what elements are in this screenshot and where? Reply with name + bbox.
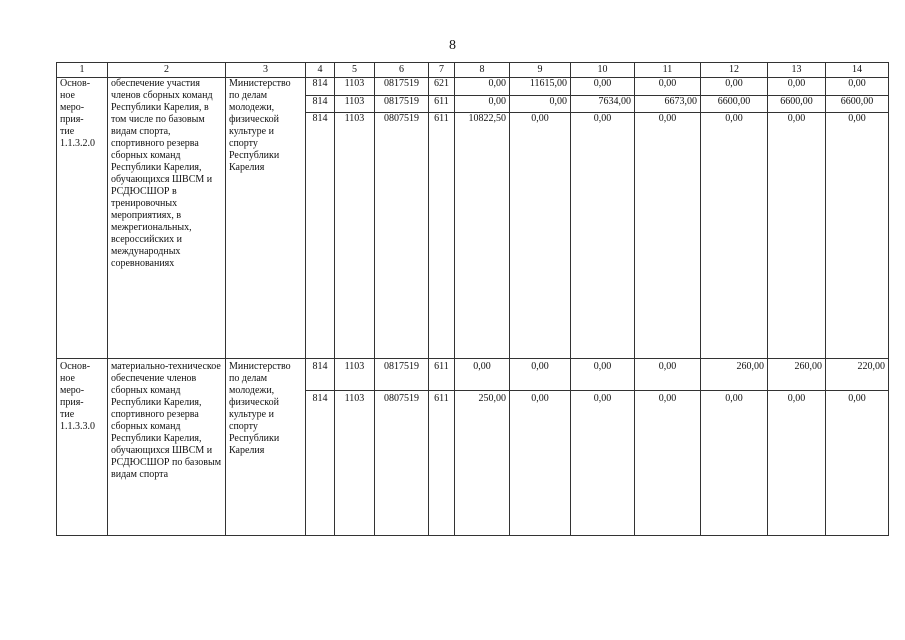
cell: 0,00	[635, 391, 701, 406]
cell: 0,00	[571, 391, 635, 406]
cell: 0,00	[510, 113, 571, 130]
cell: 0,00	[635, 359, 701, 391]
cell: 6600,00	[768, 95, 826, 113]
cell: 621	[429, 78, 455, 96]
cell: 0,00	[571, 359, 635, 391]
cell: 0,00	[571, 78, 635, 96]
cell: 0,00	[455, 78, 510, 96]
cell: 0,00	[510, 391, 571, 406]
activity-description-cell: обеспечение участия членов сборных команд Республики Карелия, в том числе по базовым видам спорта, спортивного резерва сборных команд Республики Карелия, обучающихся ШВСМ и РСДЮСШОР в тренировочных мероприятиях, в межрегиональных, всероссийских и международных соревнованиях	[108, 78, 226, 359]
cell: 814	[306, 391, 335, 406]
cell: 220,00	[826, 359, 889, 391]
cell: 814	[306, 359, 335, 391]
cell: 611	[429, 359, 455, 391]
cell: 0,00	[826, 391, 889, 406]
cell: 611	[429, 113, 455, 130]
cell: 0807519	[375, 391, 429, 406]
activity-type-cell: Основ- ное меро- прия- тие 1.1.3.2.0	[57, 78, 108, 359]
cell: 0,00	[701, 391, 768, 406]
header-cell: 4	[306, 63, 335, 78]
header-cell: 8	[455, 63, 510, 78]
cell: 0,00	[455, 359, 510, 391]
table-row	[57, 78, 889, 96]
header-cell: 2	[108, 63, 226, 78]
header-cell: 1	[57, 63, 108, 78]
header-cell: 9	[510, 63, 571, 78]
cell: 814	[306, 78, 335, 96]
cell: 0,00	[510, 95, 571, 113]
cell: 814	[306, 95, 335, 113]
cell: 1103	[335, 78, 375, 96]
page-number: 8	[449, 38, 456, 53]
cell: 0,00	[701, 113, 768, 130]
cell: 0,00	[826, 78, 889, 96]
cell: 1103	[335, 391, 375, 406]
cell: 0817519	[375, 78, 429, 96]
cell: 1103	[335, 359, 375, 391]
cell: 260,00	[768, 359, 826, 391]
header-row	[57, 63, 889, 78]
cell: 611	[429, 95, 455, 113]
cell: 260,00	[701, 359, 768, 391]
cell: 10822,50	[455, 113, 510, 130]
cell: 0807519	[375, 113, 429, 130]
header-cell: 6	[375, 63, 429, 78]
header-cell: 5	[335, 63, 375, 78]
cell: 1103	[335, 113, 375, 130]
header-cell: 3	[226, 63, 306, 78]
cell: 0,00	[635, 113, 701, 130]
header-cell: 13	[768, 63, 826, 78]
header-cell: 12	[701, 63, 768, 78]
agency-cell: Министерство по делам молодежи, физической культуре и спорту Республики Карелия	[226, 359, 306, 536]
table-row	[57, 359, 889, 391]
header-cell: 7	[429, 63, 455, 78]
cell: 0817519	[375, 359, 429, 391]
header-cell: 11	[635, 63, 701, 78]
cell: 0,00	[768, 113, 826, 130]
cell: 0,00	[826, 113, 889, 130]
activity-type-cell: Основ- ное меро- прия- тие 1.1.3.3.0	[57, 359, 108, 536]
cell: 0,00	[635, 78, 701, 96]
cell: 0,00	[768, 391, 826, 406]
cell: 0,00	[768, 78, 826, 96]
cell: 11615,00	[510, 78, 571, 96]
header-cell: 14	[826, 63, 889, 78]
cell: 0817519	[375, 95, 429, 113]
cell: 250,00	[455, 391, 510, 406]
cell: 0,00	[571, 113, 635, 130]
cell: 0,00	[510, 359, 571, 391]
activity-description-cell: материально-техническое обеспечение членов сборных команд Республики Карелия, спортивного резерва сборных команд Республики Карелия, обучающихся ШВСМ и РСДЮСШОР по базовым видам спорта	[108, 359, 226, 536]
cell: 0,00	[701, 78, 768, 96]
cell: 6600,00	[701, 95, 768, 113]
cell: 814	[306, 113, 335, 130]
cell: 6673,00	[635, 95, 701, 113]
cell: 1103	[335, 95, 375, 113]
cell: 7634,00	[571, 95, 635, 113]
cell: 0,00	[455, 95, 510, 113]
cell: 6600,00	[826, 95, 889, 113]
cell: 611	[429, 391, 455, 406]
agency-cell: Министерство по делам молодежи, физической культуре и спорту Республики Карелия	[226, 78, 306, 359]
header-cell: 10	[571, 63, 635, 78]
budget-table	[56, 62, 889, 536]
